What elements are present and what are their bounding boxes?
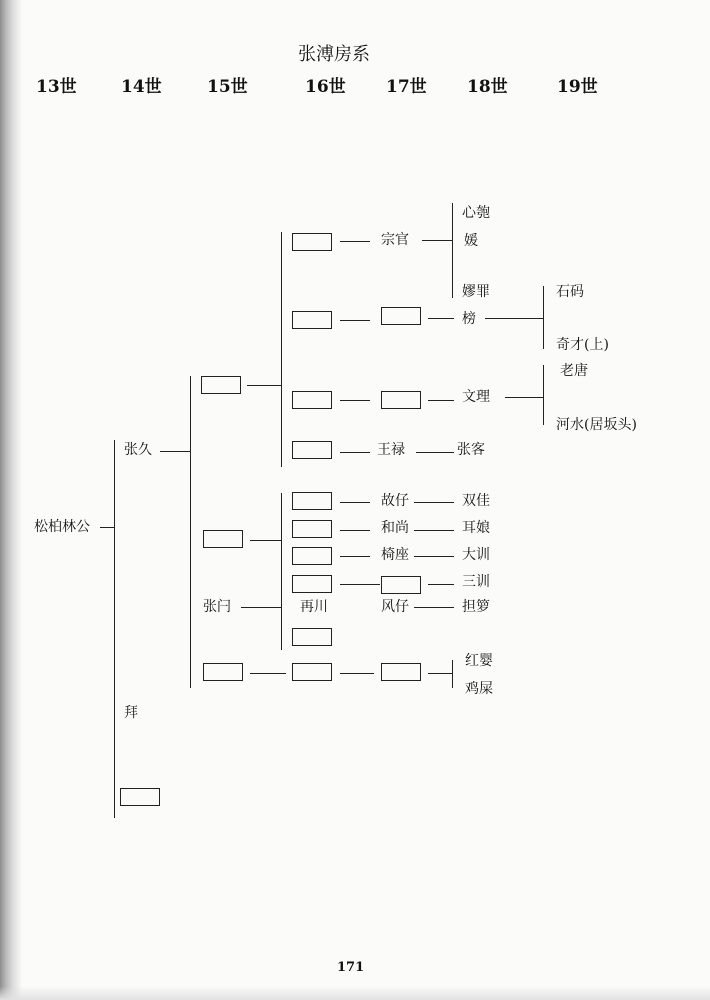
generation-15-label: 15世 xyxy=(207,77,248,97)
connector-line xyxy=(340,502,370,503)
connector-line xyxy=(241,607,281,608)
unnamed-person-box xyxy=(292,575,332,593)
connector-line xyxy=(505,397,543,398)
person-jishi: 鸡屎 xyxy=(465,681,493,697)
connector-line xyxy=(414,556,454,557)
connector-line xyxy=(340,400,370,401)
person-hongying: 红婴 xyxy=(465,653,493,669)
unnamed-person-box xyxy=(292,520,332,538)
unnamed-person-box xyxy=(292,311,332,329)
scan-shadow-bottom xyxy=(0,986,710,1000)
unnamed-person-box xyxy=(381,663,421,681)
connector-line xyxy=(340,320,370,321)
generation-14-label: 14世 xyxy=(121,77,162,97)
person-fengzai: 风仔 xyxy=(381,599,409,615)
unnamed-person-box xyxy=(292,441,332,459)
unnamed-person-box xyxy=(292,391,332,409)
connector-line xyxy=(485,318,543,319)
person-zhangyue: 张闩 xyxy=(203,599,231,615)
connector-line xyxy=(250,540,281,541)
person-sanxun: 三训 xyxy=(462,574,490,590)
connector-line xyxy=(250,673,286,674)
connector-line xyxy=(414,502,454,503)
unnamed-person-box xyxy=(292,492,332,510)
connector-line xyxy=(428,400,454,401)
page-title: 张溥房系 xyxy=(298,44,370,65)
unnamed-person-box xyxy=(292,663,332,681)
person-yuan: 媛 xyxy=(464,233,478,249)
person-guzai: 故仔 xyxy=(381,493,409,509)
connector-line xyxy=(340,241,370,242)
connector-line xyxy=(247,385,281,386)
person-qicai: 奇才(上) xyxy=(556,337,609,353)
person-bai: 拜 xyxy=(124,705,138,721)
unnamed-person-box xyxy=(120,788,160,806)
person-tingzui: 嫪罪 xyxy=(462,284,490,300)
person-erniang: 耳娘 xyxy=(462,520,490,536)
connector-line xyxy=(114,440,115,818)
connector-line xyxy=(428,318,454,319)
generation-18-label: 18世 xyxy=(467,77,508,97)
connector-line xyxy=(340,530,370,531)
person-zhangke: 张客 xyxy=(457,442,485,458)
person-wanglu: 王禄 xyxy=(377,442,405,458)
unnamed-person-box xyxy=(381,576,421,594)
scan-shadow-left xyxy=(0,0,22,1000)
connector-line xyxy=(416,452,454,453)
person-zongguan: 宗官 xyxy=(381,232,409,248)
person-xinpao: 心匏 xyxy=(462,205,490,221)
connector-line xyxy=(428,584,454,585)
person-daxun: 大训 xyxy=(462,547,490,563)
person-wenli: 文理 xyxy=(462,389,490,405)
unnamed-person-box xyxy=(292,628,332,646)
person-zaichuan: 再川 xyxy=(300,599,328,615)
connector-line xyxy=(414,530,454,531)
unnamed-person-box xyxy=(381,307,421,325)
unnamed-person-box xyxy=(201,376,241,394)
person-laotang: 老唐 xyxy=(560,363,588,379)
connector-line xyxy=(340,452,370,453)
unnamed-person-box xyxy=(292,547,332,565)
connector-line xyxy=(100,527,114,528)
generation-17-label: 17世 xyxy=(386,77,427,97)
connector-line xyxy=(160,451,190,452)
person-zhangjiu: 张久 xyxy=(124,442,152,458)
person-shima: 石码 xyxy=(556,284,584,300)
connector-line xyxy=(340,673,374,674)
connector-line xyxy=(340,556,370,557)
connector-line xyxy=(422,240,452,241)
connector-line xyxy=(543,286,544,349)
person-songbailingong: 松柏林公 xyxy=(34,519,90,535)
connector-line xyxy=(190,376,191,688)
unnamed-person-box xyxy=(203,530,243,548)
person-heshui: 河水(居坂头) xyxy=(556,417,637,433)
unnamed-person-box xyxy=(292,233,332,251)
person-shuangjia: 双佳 xyxy=(462,493,490,509)
unnamed-person-box xyxy=(381,391,421,409)
person-yizuo: 椅座 xyxy=(381,547,409,563)
person-heshang: 和尚 xyxy=(381,520,409,536)
generation-19-label: 19世 xyxy=(557,77,598,97)
generation-16-label: 16世 xyxy=(305,77,346,97)
connector-line xyxy=(414,607,454,608)
connector-line xyxy=(452,660,453,688)
person-bang: 榜 xyxy=(462,311,476,327)
connector-line xyxy=(340,584,380,585)
connector-line xyxy=(281,232,282,467)
person-danmi: 担箩 xyxy=(462,599,490,615)
connector-line xyxy=(543,365,544,425)
unnamed-person-box xyxy=(203,663,243,681)
page-number: 171 xyxy=(337,960,365,975)
connector-line xyxy=(281,493,282,650)
connector-line xyxy=(428,673,452,674)
generation-13-label: 13世 xyxy=(36,77,77,97)
connector-line xyxy=(452,203,453,298)
